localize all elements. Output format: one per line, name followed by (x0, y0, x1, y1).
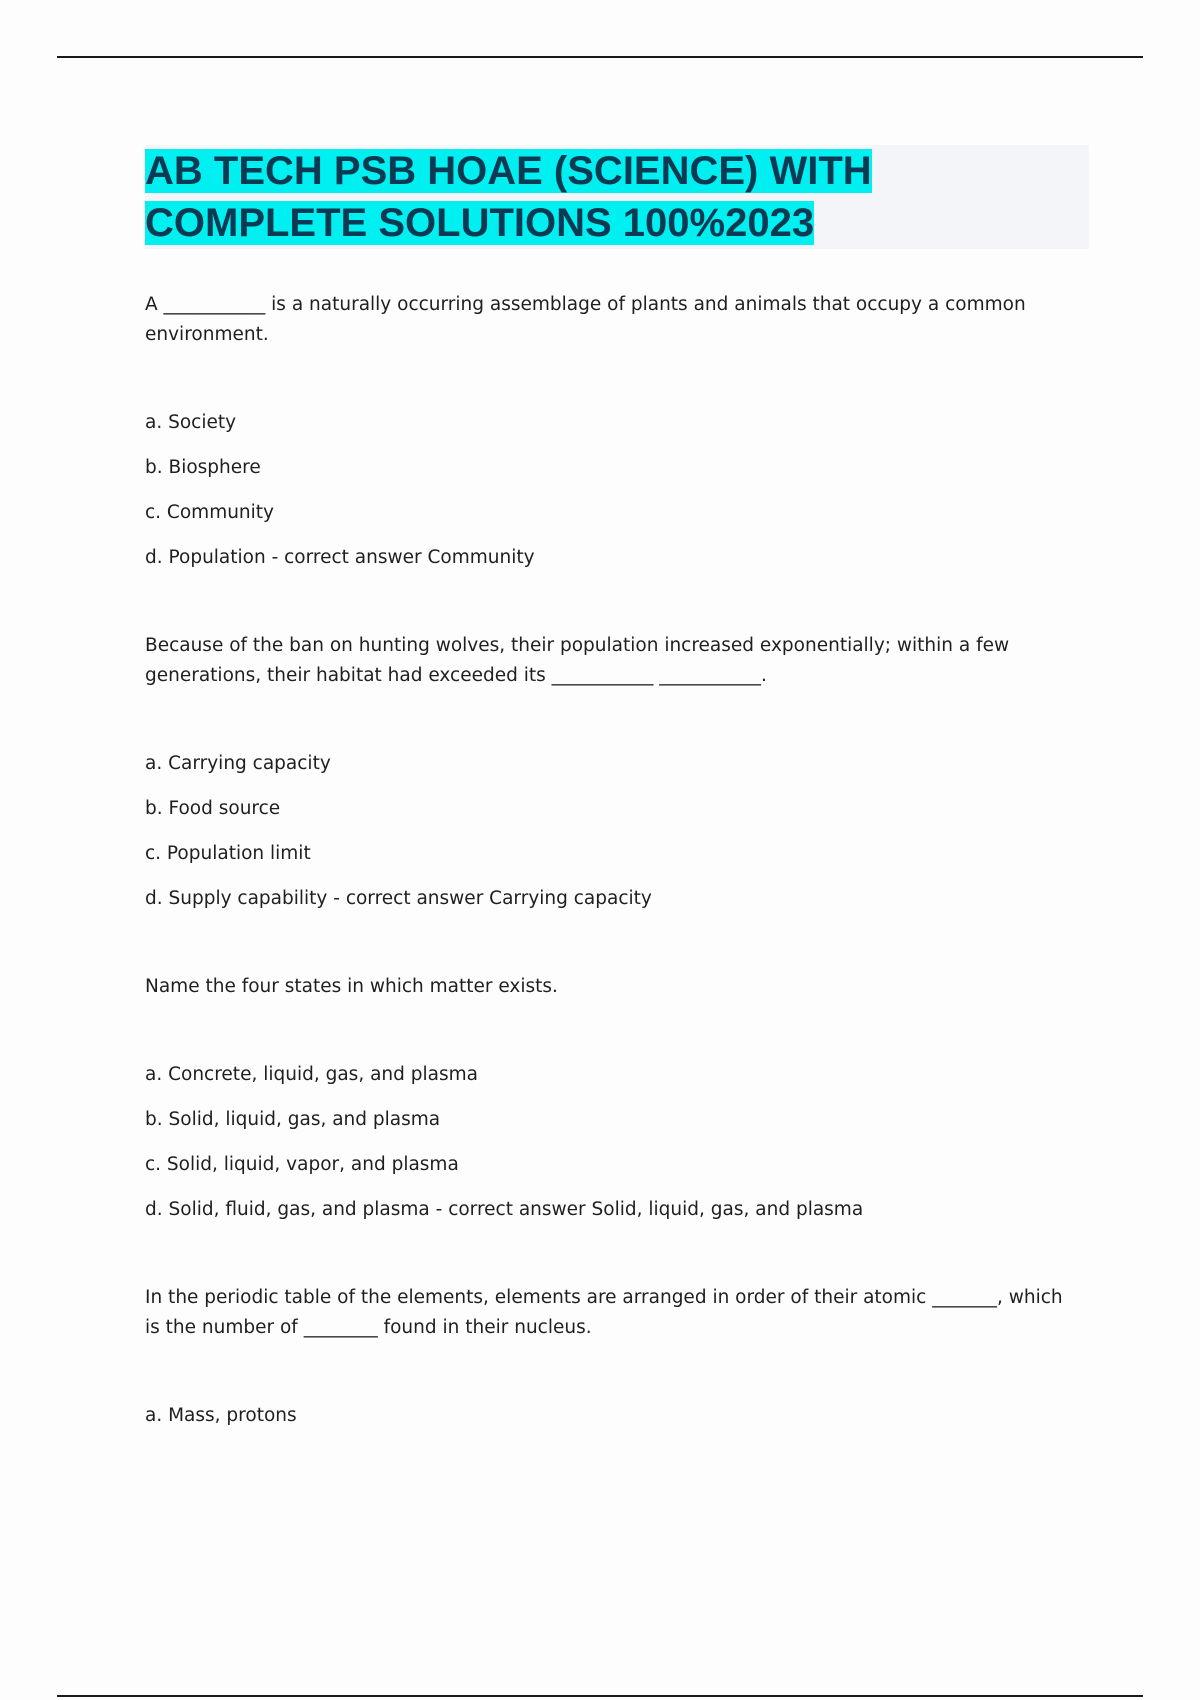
option-b: b. Solid, liquid, gas, and plasma (145, 1109, 441, 1130)
option-c: c. Solid, liquid, vapor, and plasma (145, 1154, 459, 1175)
option-d: d. Supply capability - correct answer Carrying capacity (145, 888, 652, 909)
question-3 (145, 972, 1075, 1240)
question-4 (145, 1283, 1075, 1446)
option-a: a. Carrying capacity (145, 753, 331, 774)
option-a: a. Mass, protons (145, 1405, 297, 1426)
option-c: c. Community (145, 502, 275, 523)
footer-rule (57, 1695, 1143, 1697)
option-b: b. Food source (145, 798, 281, 819)
header-rule (57, 56, 1143, 58)
question-text: Because of the ban on hunting wolves, their population increased exponentially; within a few generations, their habitat had exceeded its ___________ ___________. (145, 635, 1010, 686)
questions-section (145, 290, 1075, 1446)
answer-options (145, 408, 1075, 588)
answer-options (145, 749, 1075, 929)
option-d: d. Solid, fluid, gas, and plasma - correct answer Solid, liquid, gas, and plasma (145, 1199, 864, 1220)
title-highlight: AB TECH PSB HOAE (SCIENCE) WITH COMPLETE SOLUTIONS 100%2023 (145, 149, 872, 245)
option-a: a. Society (145, 412, 237, 433)
question-text: In the periodic table of the elements, elements are arranged in order of their atomic _______, which is the number of ________ found in their nucleus. (145, 1287, 1063, 1338)
answer-options (145, 1060, 1075, 1240)
question-text: Name the four states in which matter exists. (145, 976, 558, 997)
question-text: A ___________ is a naturally occurring assemblage of plants and animals that occupy a common environment. (145, 294, 1026, 345)
option-d: d. Population - correct answer Community (145, 547, 535, 568)
question-1 (145, 290, 1075, 588)
document-title (145, 145, 1089, 249)
answer-options (145, 1401, 1075, 1446)
option-b: b. Biosphere (145, 457, 261, 478)
question-2 (145, 631, 1075, 929)
option-c: c. Population limit (145, 843, 311, 864)
option-a: a. Concrete, liquid, gas, and plasma (145, 1064, 478, 1085)
